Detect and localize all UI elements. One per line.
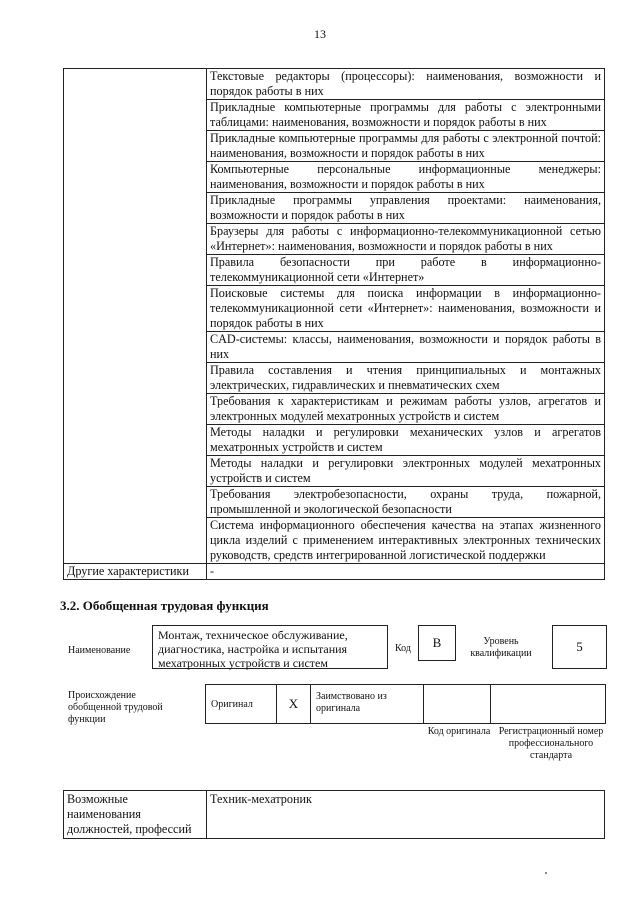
positions-table [63,790,605,839]
positions-row [64,791,605,839]
other-characteristics-label: Другие характеристики [64,564,207,580]
other-characteristics-row [64,564,605,580]
registration-number-cell [490,684,606,724]
knowledge-item: CAD-системы: классы, наименования, возможности и порядок работы в них [207,332,605,363]
function-code-value: B [418,625,456,661]
knowledge-item: Поисковые системы для поиска информации в информационно-телекоммуникационной сети «Интернет»: наименования, возможности и порядок работы в них [207,286,605,332]
knowledge-item: Компьютерные персональные информационные менеджеры: наименования, возможности и порядок работы в них [207,162,605,193]
knowledge-item: Правила безопасности при работе в информационно-телекоммуникационной сети «Интернет» [207,255,605,286]
code-label: Код [395,643,411,654]
knowledge-item: Прикладные компьютерные программы для работы с электронной почтой: наименования, возможности и порядок работы в них [207,131,605,162]
positions-value: Техник-мехатроник [207,791,605,839]
page-number: 13 [314,27,326,41]
knowledge-item: Система информационного обеспечения качества на этапах жизненного цикла изделий с применением интерактивных электронных технических руководств, средств интегрированной логистической поддержки [207,518,605,564]
registration-number-caption: Регистрационный номер профессионального стандарта [498,726,604,761]
level-label: Уровень квалификации [470,636,532,659]
scan-dot [545,872,547,874]
other-characteristics-value: - [207,564,605,580]
origin-row [206,684,606,724]
code-original-caption: Код оригинала [427,726,491,737]
qualification-level-value: 5 [552,625,607,669]
knowledge-item: Браузеры для работы с информационно-телекоммуникационной сетью «Интернет»: наименования, возможности и порядок работы в них [207,224,605,255]
knowledge-item: Правила составления и чтения принципиальных и монтажных электрических, гидравлических и пневматических схем [207,363,605,394]
function-name-value: Монтаж, техническое обслуживание, диагностика, настройка и испытания мехатронных устройств и систем [152,625,388,669]
knowledge-label-cell [64,69,207,564]
code-original-cell [423,684,491,724]
original-mark: X [276,684,311,724]
knowledge-table [63,68,605,580]
borrowed-label: Заимствовано из оригинала [310,684,424,724]
section-heading: 3.2. Обобщенная трудовая функция [60,598,269,613]
knowledge-item: Методы наладки и регулировки механических узлов и агрегатов мехатронных устройств и систем [207,425,605,456]
original-label: Оригинал [205,684,277,724]
name-label: Наименование [68,645,131,656]
knowledge-item: Прикладные компьютерные программы для работы с электронными таблицами: наименования, возможности и порядок работы в них [207,100,605,131]
knowledge-item: Методы наладки и регулировки электронных модулей мехатронных устройств и систем [207,456,605,487]
knowledge-item: Требования электробезопасности, охраны труда, пожарной, промышленной и экологической безопасности [207,487,605,518]
knowledge-item: Требования к характеристикам и режимам работы узлов, агрегатов и электронных модулей мехатронных устройств и систем [207,394,605,425]
positions-label: Возможные наименования должностей, профессий [64,791,207,839]
knowledge-item: Текстовые редакторы (процессоры): наименования, возможности и порядок работы в них [207,69,605,100]
origin-label: Происхождение обобщенной трудовой функции [68,690,163,725]
knowledge-row [64,69,605,100]
knowledge-table-body [64,69,605,580]
knowledge-item: Прикладные программы управления проектами: наименования, возможности и порядок работы в них [207,193,605,224]
